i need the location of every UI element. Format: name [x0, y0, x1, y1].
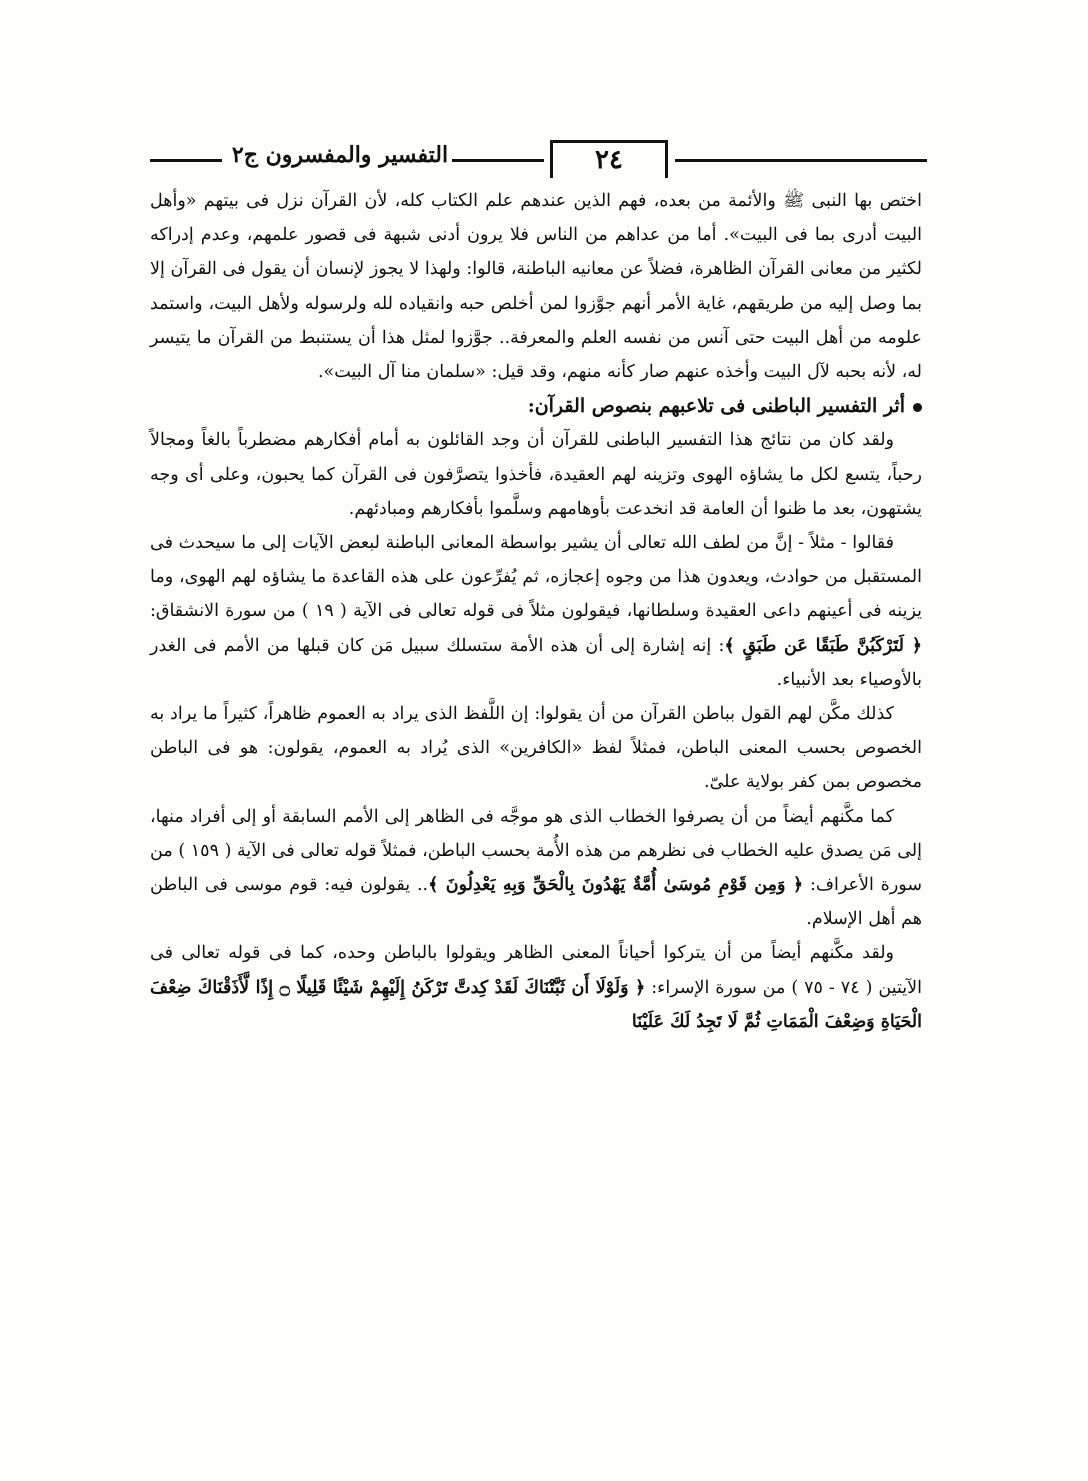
quran-verse: ﴿ وَلَوْلَا أَن ثَبَّتْنَاكَ لَقَدْ كِدتَّ تَرْكَنُ إِلَيْهِمْ شَيْئًا قَلِيلًا ۝ إِذًا لَّأَذَقْنَاكَ ضِعْفَ الْحَيَاةِ وَضِعْفَ الْمَمَاتِ ثُمَّ لَا تَجِدُ لَكَ عَلَيْنَا	[150, 977, 922, 1032]
paragraph-text: فقالوا - مثلاً - إنَّ من لطف الله تعالى أن يشير بواسطة المعانى الباطنة لبعض الآيات إلى ما سيحدث فى المستقبل من حوادث، ويعدون هذا من وجوه إعجازه، ثم يُفرِّعون على هذه القاعدة ما يشاؤه لهم الهوى، وما يزينه فى أعينهم داعى العقيدة وسلطانها، فيقولون مثلاً فى قوله تعالى فى الآية ( ١٩ ) من سورة الانشقاق:	[150, 533, 922, 622]
paragraph-text: .. يقولون فيه: قوم موسى فى الباطن هم أهل الإسلام.	[150, 875, 922, 930]
page-header	[150, 138, 930, 182]
running-title: التفسير والمفسرون ج٢	[231, 142, 449, 168]
header-rule-middle	[452, 159, 544, 162]
paragraph-text: : إنه إشارة إلى أن هذه الأمة ستسلك سبيل مَن كان قبلها من الأمم فى الغدر بالأوصياء بعد الأنبياء.	[150, 635, 922, 690]
paragraph	[150, 800, 922, 937]
quran-verse: ﴿ لَتَرْكَبُنَّ طَبَقًا عَن طَبَقٍ ﴾	[724, 635, 923, 656]
section-heading-text: أثر التفسير الباطنى فى تلاعبهم بنصوص القرآن:	[527, 395, 905, 418]
paragraph-text: كذلك مكَّن لهم القول بباطن القرآن من أن يقولوا: إن اللَّفظ الذى يراد به العموم ظاهراً، كثيراً ما يراد به الخصوص بحسب المعنى الباطن، فمثلاً لفظ «الكافرين» الذى يُراد به العموم، يقولون: هو فى الباطن مخصوص بمن كفر بولاية علىّ.	[150, 704, 922, 793]
paragraph	[150, 184, 922, 389]
paragraph-text: اختص بها النبى ﷺ والأئمة من بعده، فهم الذين عندهم علم الكتاب كله، لأن القرآن نزل فى بيتهم «وأهل البيت أدرى بما فى البيت». أما من عداهم من الناس فلا يرون أدنى شبهة فى قصور علمهم، وعدم إدراكه لكثير من معانى القرآن الظاهرة، فضلاً عن معانيه الباطنة، قالوا: ولهذا لا يجوز لإنسان أن يقول فى القرآن إلا بما وصل إليه من طريقهم، غاية الأمر أنهم جوَّزوا لمن أخلص حبه وانقياده لله ولرسوله ولأهل البيت، واستمد علومه من أهل البيت حتى آنس من نفسه العلم والمعرفة.. جوَّزوا لمثل هذا أن يستنبط من القرآن ما يتيسر له، لأنه بحبه لآل البيت وأخذه عنهم صار كأنه منهم، وقد قيل: «سلمان منا آل البيت».	[150, 191, 922, 383]
paragraph-text: ولقد كان من نتائج هذا التفسير الباطنى للقرآن أن وجد القائلون به أمام أفكارهم مضطرباً بالغاً ومجالاً رحباً، يتسع لكل ما يشاؤه الهوى وتزينه لهم العقيدة، فأخذوا يتصرَّفون فى القرآن كما يحبون، وعلى أى وجه يشتهون، بعد ما ظنوا أن العامة قد انخدعت بأوهامهم وسلَّموا بأفكارهم ومبادئهم.	[150, 430, 922, 519]
bullet-icon	[913, 403, 922, 412]
header-rule-right	[675, 159, 927, 162]
header-rule-left	[150, 159, 222, 162]
quran-verse: ﴿ وَمِن قَوْمِ مُوسَىٰ أُمَّةٌ يَهْدُونَ بِالْحَقِّ وَبِهِ يَعْدِلُونَ ﴾	[428, 875, 804, 896]
paragraph-text: ولقد مكَّنهم أيضاً من أن يتركوا أحياناً المعنى الظاهر ويقولوا بالباطن وحده، كما فى قوله تعالى فى الآيتين ( ٧٤ - ٧٥ ) من سورة الإسراء:	[150, 943, 922, 998]
page-body	[150, 184, 922, 1039]
paragraph	[150, 526, 922, 697]
paragraph-text: كما مكَّنهم أيضاً من أن يصرفوا الخطاب الذى هو موجَّه فى الظاهر إلى الأمم السابقة أو إلى أفراد منها، إلى مَن يصدق عليه الخطاب فى نظرهم من هذه الأُمة بحسب الباطن، فمثلاً قوله تعالى فى الآية ( ١٥٩ ) من سورة الأعراف:	[150, 806, 922, 896]
section-heading	[150, 389, 922, 423]
page-number: ٢٤	[550, 140, 668, 178]
paragraph	[150, 423, 922, 526]
paragraph	[150, 697, 922, 800]
paragraph	[150, 936, 922, 1039]
